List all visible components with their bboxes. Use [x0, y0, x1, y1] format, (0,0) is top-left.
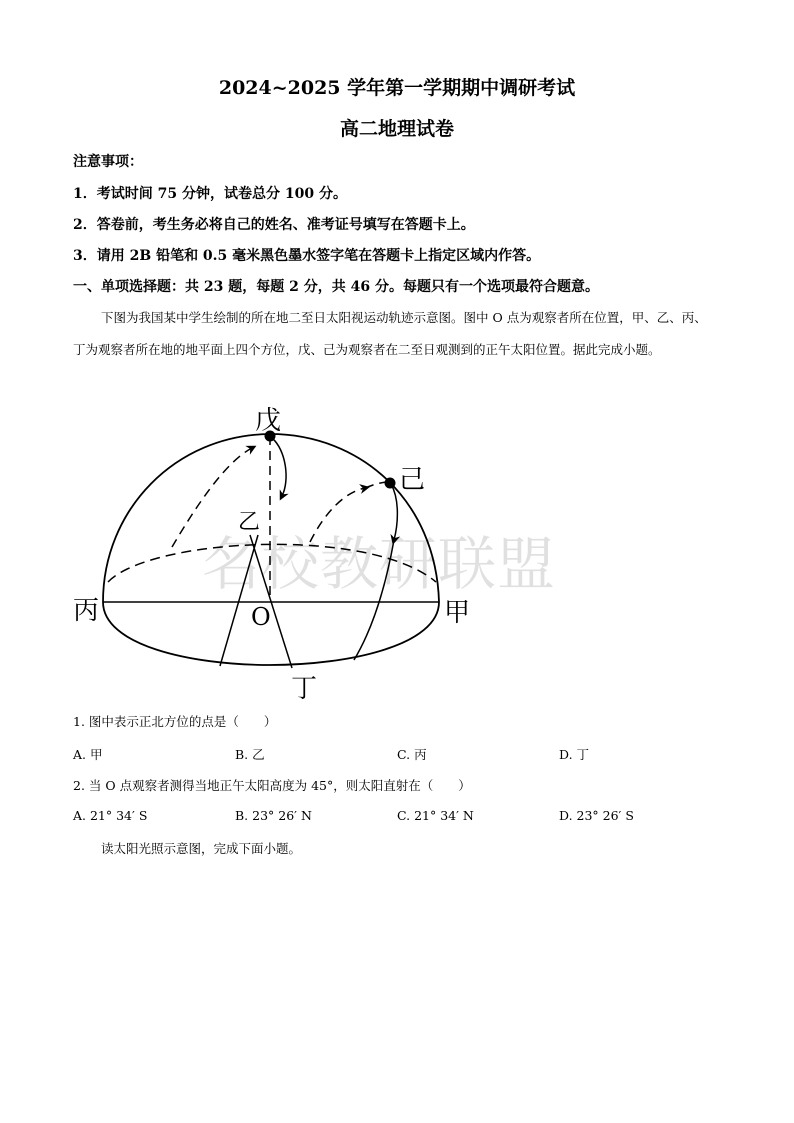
notice-heading: 注意事项：	[73, 154, 143, 170]
section-heading: 一、单项选择题：共 23 题，每题 2 分，共 46 分。每题只有一个选项最符合题意。	[73, 279, 599, 295]
question-1-stem: 1. 图中表示正北方位的点是（ ）	[73, 714, 277, 729]
question-1-option-c: C. 丙	[397, 747, 427, 762]
sun-position-ji	[385, 478, 396, 489]
question-2-option-b: B. 23° 26′ N	[235, 808, 312, 823]
notice-item-3: 3．请用 2B 铅笔和 0.5 毫米黑色墨水签字笔在答题卡上指定区域内作答。	[73, 248, 541, 264]
question-1-option-d: D. 丁	[559, 747, 590, 762]
label-ding: 丁	[291, 674, 318, 704]
horizon-front	[103, 602, 439, 665]
label-wu: 戊	[255, 406, 282, 436]
question-1-option-a: A. 甲	[73, 747, 103, 762]
label-bing: 丙	[73, 596, 100, 626]
question-2-option-d: D. 23° 26′ S	[559, 808, 634, 823]
watermark: 名校教研联盟	[202, 530, 557, 598]
label-yi: 乙	[238, 510, 261, 535]
label-jia: 甲	[444, 598, 471, 628]
section-intro: 下图为我国某中学生绘制的所在地二至日太阳视运动轨迹示意图。图中 O 点为观察者所在位置，甲、乙、丙、丁为观察者所在地的地平面上四个方位，戊、己为观察者在二至日观测到的正午太阳位置。据此完成小题。	[73, 310, 707, 357]
notice-item-1: 1．考试时间 75 分钟，试卷总分 100 分。	[73, 186, 347, 202]
question-2-option-c: C. 21° 34′ N	[397, 808, 474, 823]
question-1-option-b: B. 乙	[235, 747, 265, 762]
label-o: O	[251, 603, 271, 631]
next-section-intro: 读太阳光照示意图，完成下面小题。	[101, 841, 302, 856]
label-ji: 己	[399, 465, 426, 495]
page-subtitle: 高二地理试卷	[339, 118, 454, 140]
page-title: 2024~2025 学年第一学期期中调研考试	[218, 77, 576, 99]
question-2-option-a: A. 21° 34′ S	[73, 808, 148, 823]
notice-item-2: 2．答卷前，考生务必将自己的姓名、准考证号填写在答题卡上。	[73, 217, 475, 233]
question-2-stem: 2. 当 O 点观察者测得当地正午太阳高度为 45°，则太阳直射在（ ）	[73, 778, 471, 793]
summer-path-setting	[272, 438, 286, 496]
